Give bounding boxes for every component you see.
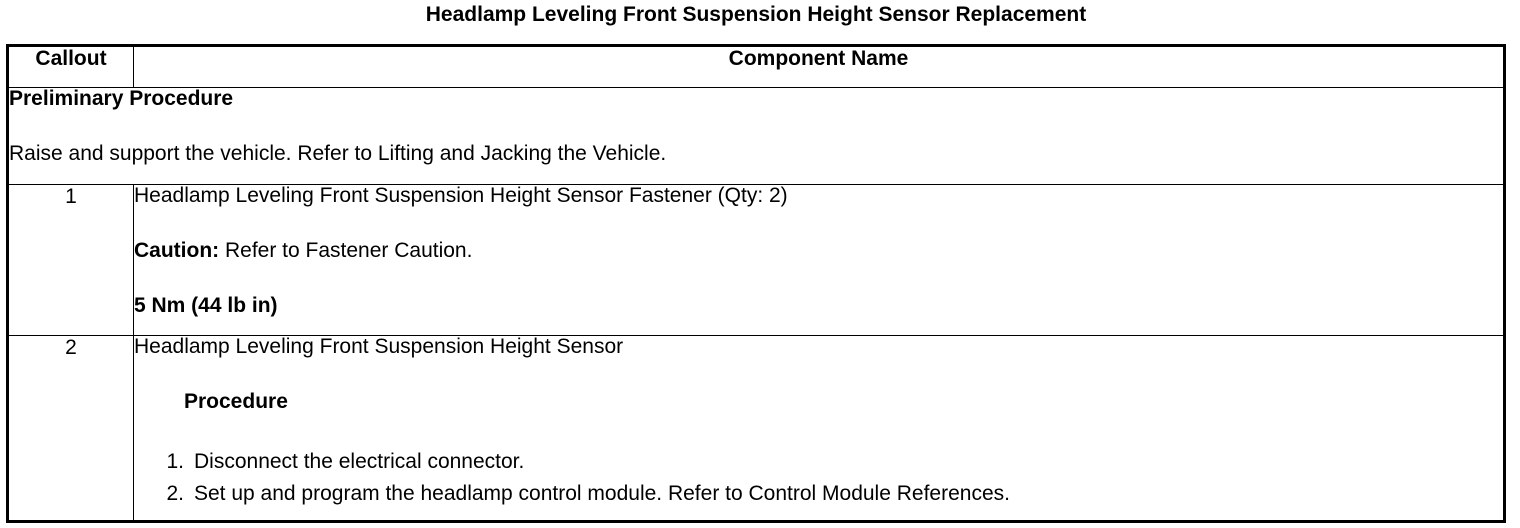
caution-label: Caution: [134, 239, 220, 262]
procedure-heading: Procedure [184, 390, 288, 413]
callout-number: 2 [8, 336, 134, 522]
caution-note [134, 240, 1503, 262]
procedure-table [6, 44, 1506, 523]
preliminary-row [8, 88, 1505, 185]
preliminary-heading: Preliminary Procedure [9, 87, 234, 110]
preliminary-text: Raise and support the vehicle. Refer to Lifting and Jacking the Vehicle. [9, 142, 667, 165]
column-header-callout: Callout [8, 46, 134, 88]
component-name: Headlamp Leveling Front Suspension Height Sensor [134, 335, 624, 358]
procedure-steps [134, 446, 1503, 510]
caution-text: Refer to Fastener Caution. [219, 239, 473, 262]
table-row [8, 185, 1505, 336]
step-text: Disconnect the electrical connector. [194, 450, 525, 473]
component-name: Headlamp Leveling Front Suspension Height Sensor Fastener (Qty: 2) [134, 184, 788, 207]
page-title: Headlamp Leveling Front Suspension Height Sensor Replacement [425, 3, 1087, 26]
procedure-step [134, 446, 1503, 478]
callout-number: 1 [8, 185, 134, 336]
column-header-component-name: Component Name [134, 46, 1505, 88]
step-number: 1. [166, 450, 184, 473]
step-text: Set up and program the headlamp control module. Refer to Control Module References. [194, 482, 1010, 505]
table-header-row [8, 46, 1505, 88]
component-cell [134, 185, 1505, 336]
table-row [8, 336, 1505, 522]
step-number: 2. [166, 482, 184, 505]
torque-spec: 5 Nm (44 lb in) [134, 294, 278, 317]
component-cell [134, 336, 1505, 522]
procedure-step [134, 478, 1503, 510]
preliminary-cell [8, 88, 1505, 185]
